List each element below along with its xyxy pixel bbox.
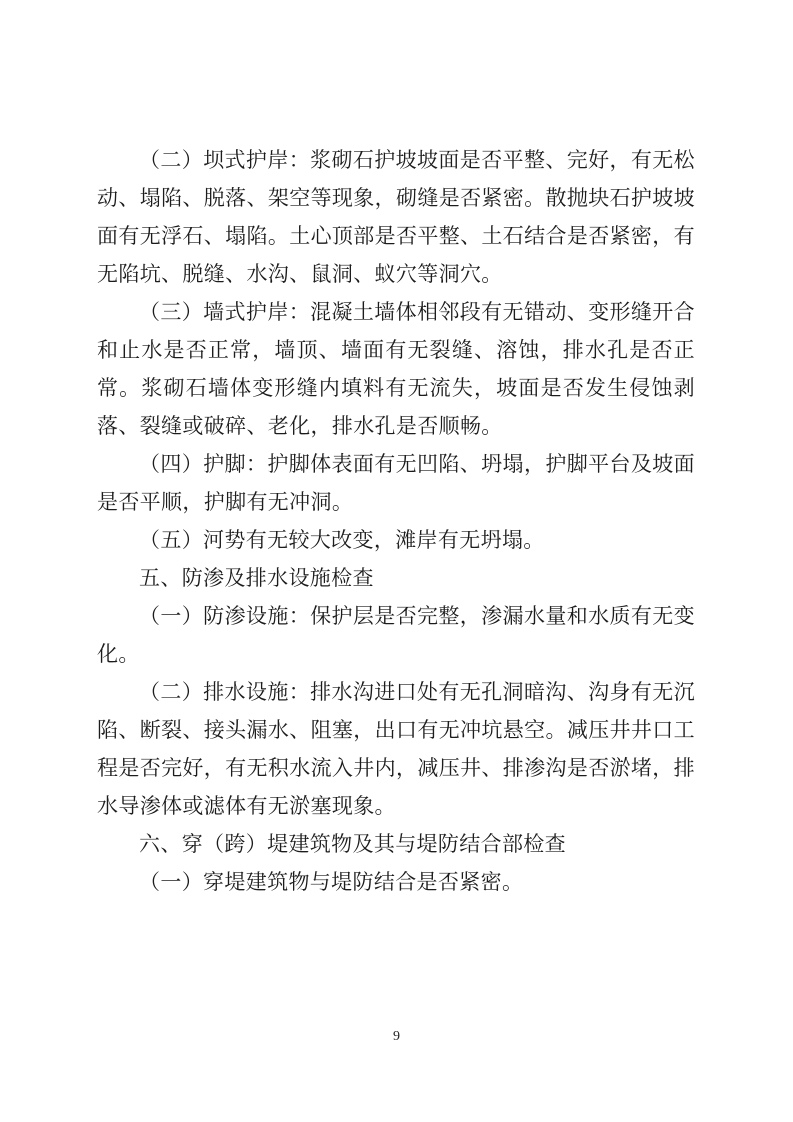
paragraph-wall-revetment: （三）墙式护岸：混凝土墙体相邻段有无错动、变形缝开合和止水是否正常，墙顶、墙面有无裂缝、溶蚀，排水孔是否正常。浆砌石墙体变形缝内填料有无流失，坡面是否发生侵蚀剥落、裂缝或破碎、老化，排水孔是否顺畅。: [97, 300, 695, 438]
paragraph-crossing-structure-joint: （一）穿堤建筑物与堤防结合是否紧密。: [139, 870, 524, 894]
paragraph-seepage-facilities: （一）防渗设施：保护层是否完整，渗漏水量和水质有无变化。: [97, 604, 695, 666]
section-heading-crossing-structures: 六、穿（跨）堤建筑物及其与堤防结合部检查: [139, 832, 566, 856]
page-number: 9: [393, 1029, 400, 1044]
paragraph-drainage-facilities: （二）排水设施：排水沟进口处有无孔洞暗沟、沟身有无沉陷、断裂、接头漏水、阻塞，出口有无冲坑悬空。减压井井口工程是否完好，有无积水流入井内，减压井、排渗沟是否淤堵，排水导渗体或滤体有无淤塞现象。: [97, 680, 695, 818]
paragraph-toe-protection: （四）护脚：护脚体表面有无凹陷、坍塌，护脚平台及坡面是否平顺，护脚有无冲洞。: [97, 452, 695, 514]
paragraph-river-regime: （五）河势有无较大改变，滩岸有无坍塌。: [139, 528, 545, 552]
paragraph-dam-revetment: （二）坝式护岸：浆砌石护坡坡面是否平整、完好，有无松动、塌陷、脱落、架空等现象，砌缝是否紧密。散抛块石护坡坡面有无浮石、塌陷。土心顶部是否平整、土石结合是否紧密，有无陷坑、脱缝、水沟、鼠洞、蚁穴等洞穴。: [97, 148, 695, 286]
section-heading-seepage-drainage: 五、防渗及排水设施检查: [139, 566, 374, 590]
document-body: [97, 141, 695, 901]
